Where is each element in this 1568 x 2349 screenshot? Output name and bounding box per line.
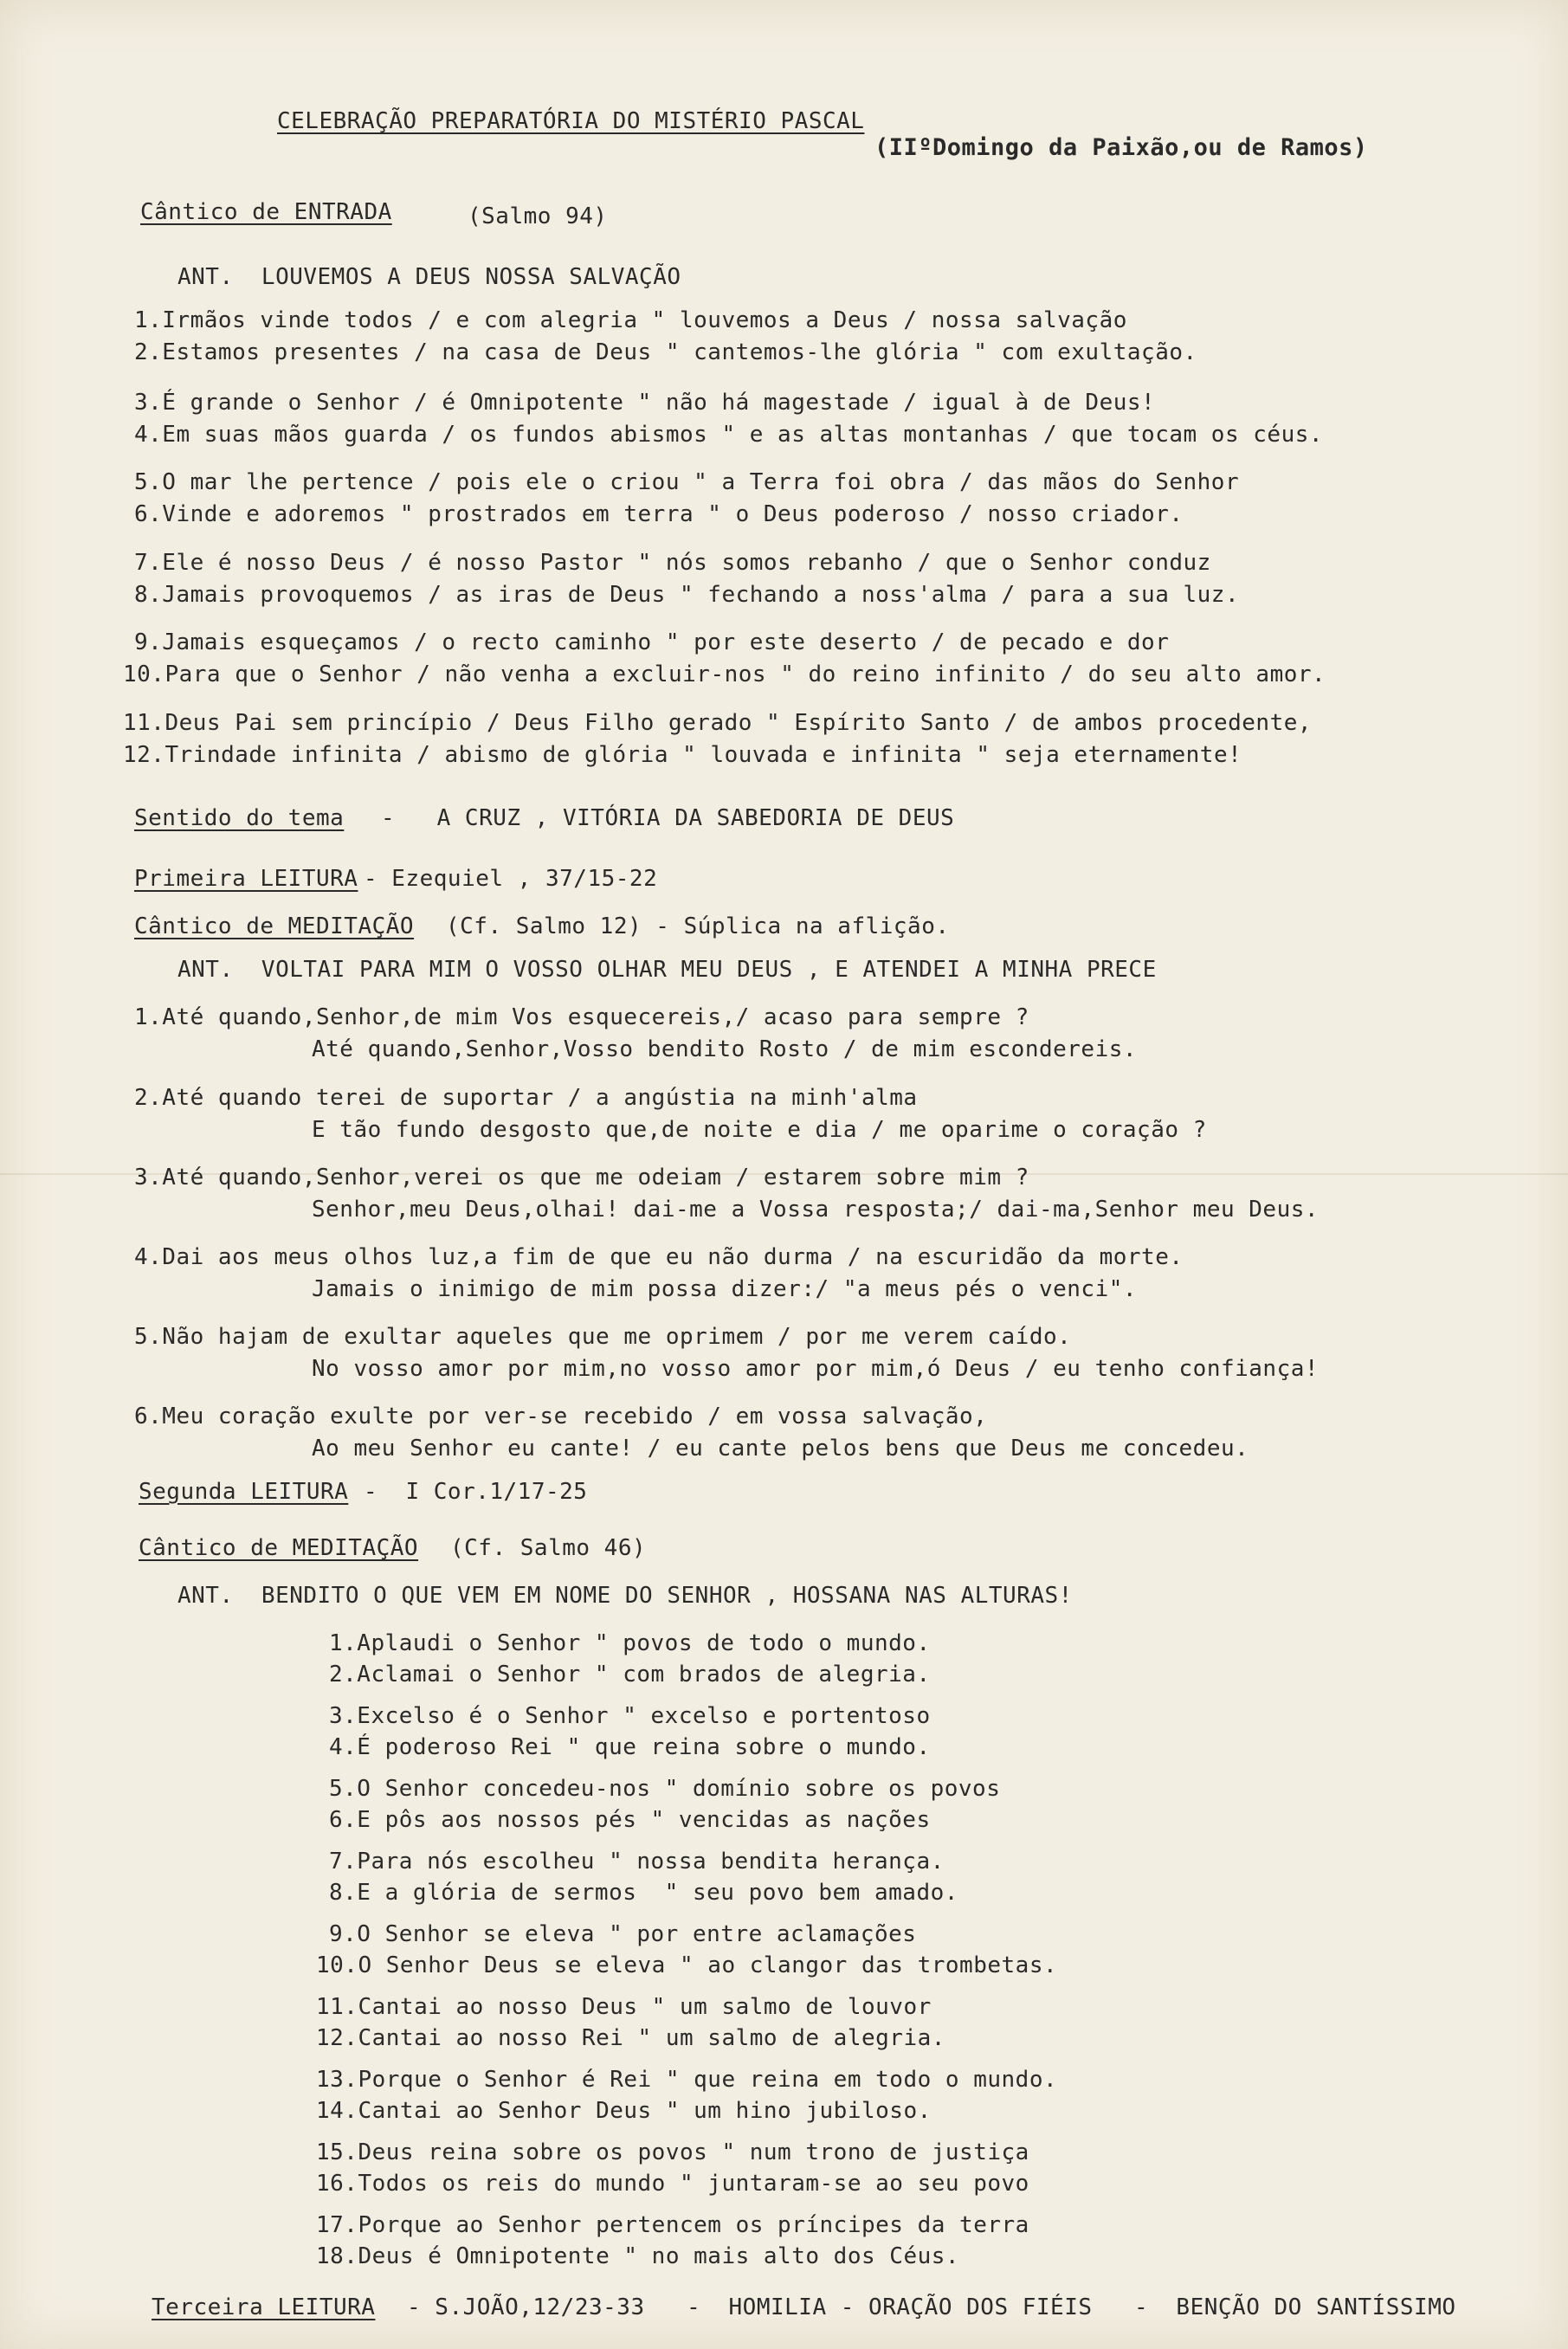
meditacao2-verse: 12.Cantai ao nosso Rei " um salmo de alegria. [316, 2025, 945, 2051]
meditacao1-verse-b: No vosso amor por mim,no vosso amor por mim,ó Deus / eu tenho confiança! [312, 1356, 1320, 1382]
meditacao1-heading: Cântico de MEDITAÇÃO [134, 913, 415, 939]
meditacao2-verse: 10.O Senhor Deus se eleva " ao clangor das trombetas. [316, 1952, 1058, 1978]
primeira-leitura-text: - Ezequiel , 37/15-22 [364, 866, 658, 892]
meditacao2-verse: 16.Todos os reis do mundo " juntaram-se ao seu povo [316, 2171, 1029, 2197]
meditacao1-verse-b: Ao meu Senhor eu cante! / eu cante pelos bens que Deus me concedeu. [312, 1436, 1249, 1462]
entrada-verse: 4.Em suas mãos guarda / os fundos abismos " e as altas montanhas / que tocam os céus. [134, 422, 1324, 448]
primeira-leitura-label: Primeira LEITURA [134, 866, 358, 892]
segunda-leitura-text: - I Cor.1/17-25 [364, 1479, 588, 1505]
meditacao2-verse: 4.É poderoso Rei " que reina sobre o mundo. [329, 1734, 931, 1760]
meditacao1-verse-a: 4.Dai aos meus olhos luz,a fim de que eu não durma / na escuridão da morte. [134, 1244, 1184, 1270]
meditacao2-verse: 18.Deus é Omnipotente " no mais alto dos Céus. [316, 2243, 960, 2269]
entrada-verse: 5.O mar lhe pertence / pois ele o criou " a Terra foi obra / das mãos do Senhor [134, 469, 1240, 495]
meditacao1-verse-a: 3.Até quando,Senhor,verei os que me odeiam / estarem sobre mim ? [134, 1165, 1029, 1191]
entrada-verse: 7.Ele é nosso Deus / é nosso Pastor " nós somos rebanho / que o Senhor conduz [134, 550, 1211, 576]
meditacao1-verse-a: 6.Meu coração exulte por ver-se recebido / em vossa salvação, [134, 1404, 988, 1429]
entrada-verse: 1.Irmãos vinde todos / e com alegria " louvemos a Deus / nossa salvação [134, 307, 1127, 333]
meditacao1-antiphon: ANT. VOLTAI PARA MIM O VOSSO OLHAR MEU DEUS , E ATENDEI A MINHA PRECE [177, 957, 1157, 983]
entrada-verse: 2.Estamos presentes / na casa de Deus " cantemos-lhe glória " com exultação. [134, 339, 1197, 365]
document-title: CELEBRAÇÃO PREPARATÓRIA DO MISTÉRIO PASCAL [277, 108, 865, 134]
entrada-antiphon: ANT. LOUVEMOS A DEUS NOSSA SALVAÇÃO [177, 264, 681, 290]
meditacao2-verse: 9.O Senhor se eleva " por entre aclamações [329, 1921, 917, 1947]
meditacao1-verse-a: 2.Até quando terei de suportar / a angústia na minh'alma [134, 1085, 918, 1111]
entrada-heading: Cântico de ENTRADA [140, 199, 392, 225]
entrada-verse: 10.Para que o Senhor / não venha a excluir-nos " do reino infinito / do seu alto amor. [123, 661, 1326, 687]
document-subtitle: (IIºDomingo da Paixão,ou de Ramos) [874, 134, 1368, 161]
terceira-leitura-label: Terceira LEITURA [152, 2294, 376, 2320]
meditacao2-antiphon: ANT. BENDITO O QUE VEM EM NOME DO SENHOR , HOSSANA NAS ALTURAS! [177, 1583, 1073, 1609]
meditacao2-verse: 17.Porque ao Senhor pertencem os príncipes da terra [316, 2212, 1029, 2238]
entrada-verse: 8.Jamais provoquemos / as iras de Deus " fechando a noss'alma / para a sua luz. [134, 582, 1240, 608]
segunda-leitura-label: Segunda LEITURA [139, 1479, 349, 1505]
entrada-verse: 11.Deus Pai sem princípio / Deus Filho gerado " Espírito Santo / de ambos procedente, [123, 710, 1313, 736]
meditacao2-verse: 3.Excelso é o Senhor " excelso e portentoso [329, 1703, 931, 1729]
meditacao2-verse: 13.Porque o Senhor é Rei " que reina em todo o mundo. [316, 2067, 1058, 2093]
meditacao2-verse: 7.Para nós escolheu " nossa bendita herança. [329, 1849, 945, 1875]
meditacao2-ref: (Cf. Salmo 46) [450, 1535, 647, 1561]
sentido-label: Sentido do tema [134, 805, 345, 831]
meditacao2-heading: Cântico de MEDITAÇÃO [139, 1535, 419, 1561]
meditacao1-verse-a: 1.Até quando,Senhor,de mim Vos esquecereis,/ acaso para sempre ? [134, 1004, 1029, 1030]
entrada-verse: 3.É grande o Senhor / é Omnipotente " não há magestade / igual à de Deus! [134, 390, 1156, 416]
entrada-verse: 9.Jamais esqueçamos / o recto caminho " por este deserto / de pecado e dor [134, 629, 1170, 655]
meditacao1-ref: (Cf. Salmo 12) - Súplica na aflição. [446, 913, 950, 939]
sentido-text: - A CRUZ , VITÓRIA DA SABEDORIA DE DEUS [381, 805, 955, 831]
meditacao2-verse: 8.E a glória de sermos " seu povo bem amado. [329, 1880, 958, 1906]
terceira-leitura-text: - S.JOÃO,12/23-33 - HOMILIA - ORAÇÃO DOS FIÉIS - BENÇÃO DO SANTÍSSIMO [407, 2294, 1456, 2320]
meditacao1-verse-a: 5.Não hajam de exultar aqueles que me oprimem / por me verem caído. [134, 1324, 1072, 1350]
meditacao1-verse-b: Até quando,Senhor,Vosso bendito Rosto / de mim escondereis. [312, 1036, 1138, 1062]
meditacao1-verse-b: Jamais o inimigo de mim possa dizer:/ "a meus pés o venci". [312, 1276, 1138, 1302]
meditacao2-verse: 5.O Senhor concedeu-nos " domínio sobre os povos [329, 1776, 1001, 1802]
meditacao2-verse: 15.Deus reina sobre os povos " num trono de justiça [316, 2139, 1029, 2165]
entrada-verse: 6.Vinde e adoremos " prostrados em terra " o Deus poderoso / nosso criador. [134, 501, 1184, 527]
meditacao1-verse-b: E tão fundo desgosto que,de noite e dia / me oparime o coração ? [312, 1117, 1207, 1143]
meditacao2-verse: 1.Aplaudi o Senhor " povos de todo o mundo. [329, 1630, 931, 1656]
meditacao2-verse: 6.E pôs aos nossos pés " vencidas as nações [329, 1807, 931, 1833]
entrada-ref: (Salmo 94) [468, 203, 608, 229]
meditacao2-verse: 2.Aclamai o Senhor " com brados de alegria. [329, 1662, 931, 1688]
meditacao2-verse: 14.Cantai ao Senhor Deus " um hino jubiloso. [316, 2098, 932, 2124]
meditacao2-verse: 11.Cantai ao nosso Deus " um salmo de louvor [316, 1994, 932, 2020]
meditacao1-verse-b: Senhor,meu Deus,olhai! dai-me a Vossa resposta;/ dai-ma,Senhor meu Deus. [312, 1197, 1320, 1223]
entrada-verse: 12.Trindade infinita / abismo de glória " louvada e infinita " seja eternamente! [123, 742, 1242, 768]
